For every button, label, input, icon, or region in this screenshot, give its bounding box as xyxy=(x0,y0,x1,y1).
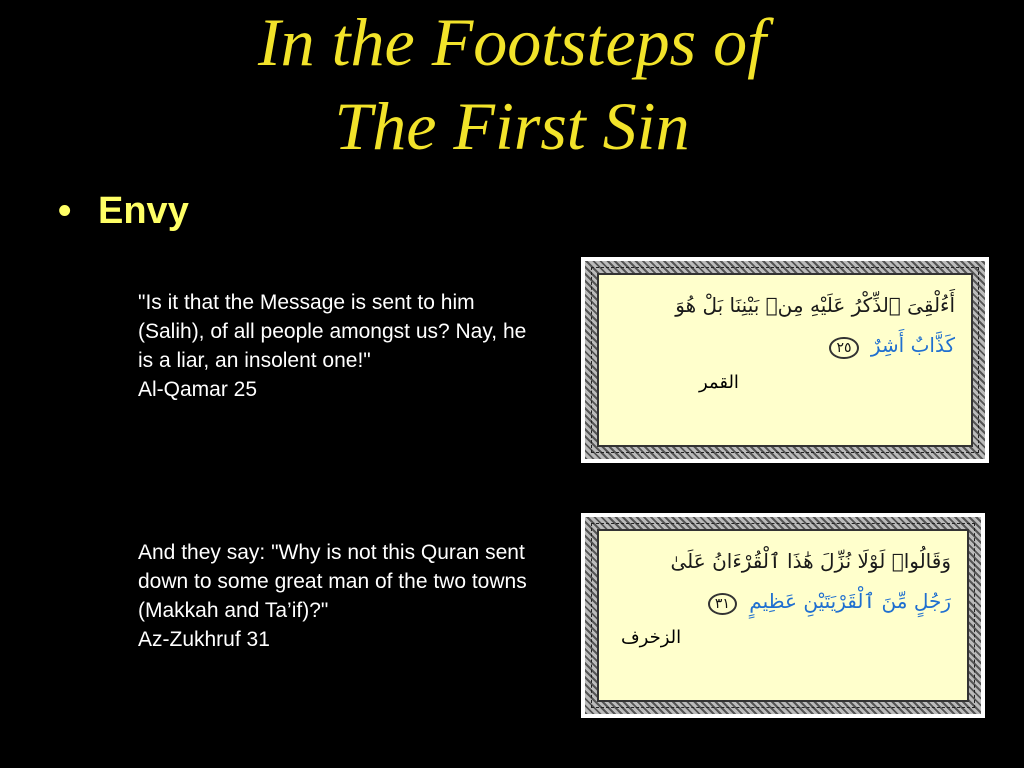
bullet-marker: • xyxy=(58,190,72,232)
quote-block-1 xyxy=(138,288,528,404)
quote-reference: Al-Qamar 25 xyxy=(138,378,258,401)
title-line-2: The First Sin xyxy=(334,88,690,164)
surah-name-label: الزخرف xyxy=(621,627,682,648)
arabic-verse-highlight: كَذَّابٌ أَشِرٌ xyxy=(870,333,955,357)
arabic-verse-line-2 xyxy=(615,325,955,365)
verse-image-2 xyxy=(581,513,985,718)
arabic-verse-highlight: رَجُلٍ مِّنَ ٱلْقَرْيَتَيْنِ عَظِيمٍ xyxy=(749,589,951,613)
verse-image-1 xyxy=(581,257,989,463)
ayah-number-marker: ٢٥ xyxy=(829,337,858,359)
slide-title xyxy=(0,0,1024,168)
title-line-1: In the Footsteps of xyxy=(257,4,767,80)
quote-block-2 xyxy=(138,538,528,654)
ornamental-border xyxy=(585,261,985,459)
arabic-verse-line-1: وَقَالُوا۟ لَوْلَا نُزِّلَ هَٰذَا ٱلْقُرْءَانُ عَلَىٰ xyxy=(670,549,951,573)
surah-name-label: القمر xyxy=(699,372,739,393)
bullet-label: Envy xyxy=(98,190,189,232)
quote-text: "Is it that the Message is sent to him (Salih), of all people amongst us? Nay, he is a liar, an insolent one!" xyxy=(138,291,527,372)
quote-reference: Az-Zukhruf 31 xyxy=(138,628,270,651)
arabic-verse-line-2 xyxy=(615,581,951,621)
bullet-point xyxy=(58,190,189,233)
arabic-verse-line-1: أَءُلْقِىَ ٱلذِّكْرُ عَلَيْهِ مِنۢ بَيْنِنَا بَلْ هُوَ xyxy=(675,293,955,317)
ornamental-border xyxy=(585,517,981,714)
quote-text: And they say: "Why is not this Quran sent down to some great man of the two towns (Makkah and Ta’if)?" xyxy=(138,541,527,622)
verse-panel xyxy=(597,529,969,702)
verse-panel xyxy=(597,273,973,447)
ayah-number-marker: ٣١ xyxy=(708,593,737,615)
